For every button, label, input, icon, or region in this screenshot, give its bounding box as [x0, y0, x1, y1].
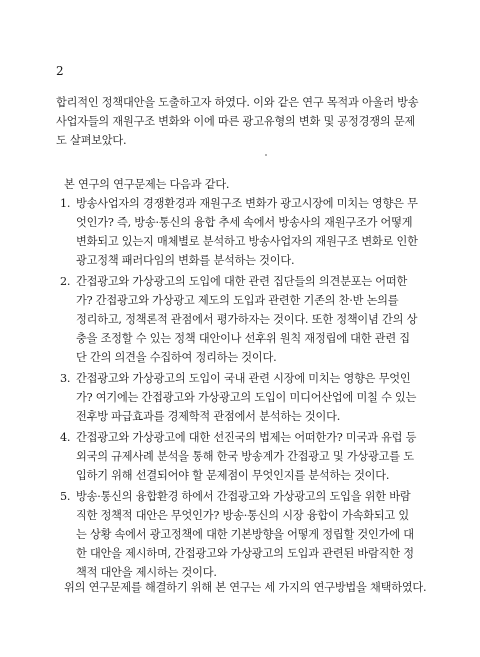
question-line: 입하기 위해 선결되어야 할 문제점이 무엇인지를 분석하는 것이다.	[76, 469, 390, 482]
question-line: 엇인가? 즉, 방송·통신의 융합 추세 속에서 방송사의 재원구조가 어떻게	[76, 216, 413, 229]
question-line: 책적 대안을 제시하는 것이다.	[76, 566, 217, 579]
question-line: 광고정책 패러다임의 변화를 분석하는 것이다.	[76, 254, 295, 267]
question-line: 정리하고, 정책론적 관점에서 평가하자는 것이다. 또한 정책이념 간의 상	[76, 313, 418, 326]
research-question-1	[56, 194, 426, 270]
research-question-5	[56, 487, 426, 582]
question-line: 방송사업자의 경쟁환경과 재원구조 변화가 광고시장에 미치는 영향은 무	[76, 197, 418, 210]
question-number: 4.	[60, 431, 71, 444]
question-line: 단 간의 의견을 수집하여 정리하는 것이다.	[76, 351, 277, 364]
lead-sentence	[64, 175, 429, 194]
question-number: 2.	[60, 275, 71, 288]
question-line: 충을 조정할 수 있는 정책 대안이나 선후위 원칙 재정립에 대한 관련 집	[76, 332, 410, 345]
question-line: 방송·통신의 융합환경 하에서 간접광고와 가상광고의 도입을 위한 바람	[76, 490, 411, 503]
question-line: 외국의 규제사례 분석을 통해 한국 방송계가 간접광고 및 가상광고를 도	[76, 450, 414, 463]
research-question-4	[56, 428, 426, 485]
intro-line: 합리적인 정책대안을 도출하고자 하였다. 이와 같은 연구 목적과 아울러 방송	[56, 96, 419, 109]
research-questions-list	[56, 194, 426, 582]
question-line: 는 상황 속에서 광고정책에 대한 기본방향을 어떻게 정립할 것인가에 대	[76, 528, 414, 541]
question-line: 간접광고와 가상광고의 도입이 국내 관련 시장에 미치는 영향은 무엇인	[76, 372, 411, 385]
lead-line: 본 연구의 연구문제는 다음과 같다.	[64, 178, 230, 191]
intro-paragraph	[56, 93, 421, 150]
question-line: 한 대안을 제시하며, 간접광고와 가상광고의 도입과 관련된 바람직한 정	[76, 547, 414, 560]
page-number: 2	[56, 64, 64, 78]
question-line: 간접광고와 가상광고에 대한 선진국의 법제는 어떠한가? 미국과 유럽 등	[76, 431, 417, 444]
closing-line: 위의 연구문제를 해결하기 위해 본 연구는 세 가지의 연구방법을 채택하였다.	[64, 581, 427, 594]
closing-sentence	[64, 578, 429, 597]
question-line: 가? 간접광고와 가상광고 제도의 도입과 관련한 기존의 찬·반 논의를	[76, 294, 399, 307]
question-line: 직한 정책적 대안은 무엇인가? 방송·통신의 시장 융합이 가속화되고 있	[76, 509, 410, 522]
intro-line: 사업자들의 재원구조 변화와 이에 따른 광고유형의 변화 및 공정경쟁의 문제	[56, 115, 416, 128]
stray-dot-mark	[265, 154, 267, 156]
question-number: 5.	[60, 490, 71, 503]
intro-line: 도 살펴보았다.	[56, 134, 127, 147]
question-number: 1.	[60, 197, 71, 210]
research-question-3	[56, 369, 426, 426]
question-line: 가? 여기에는 간접광고와 가상광고의 도입이 미디어산업에 미칠 수 있는	[76, 391, 417, 404]
question-line: 전후방 파급효과를 경제학적 관점에서 분석하는 것이다.	[76, 410, 341, 423]
question-number: 3.	[60, 372, 71, 385]
research-question-2	[56, 272, 426, 367]
question-line: 변화되고 있는지 매체별로 분석하고 방송사업자의 재원구조 변화로 인한	[76, 235, 418, 248]
question-line: 간접광고와 가상광고의 도입에 대한 관련 집단들의 의견분포는 어떠한	[76, 275, 408, 288]
